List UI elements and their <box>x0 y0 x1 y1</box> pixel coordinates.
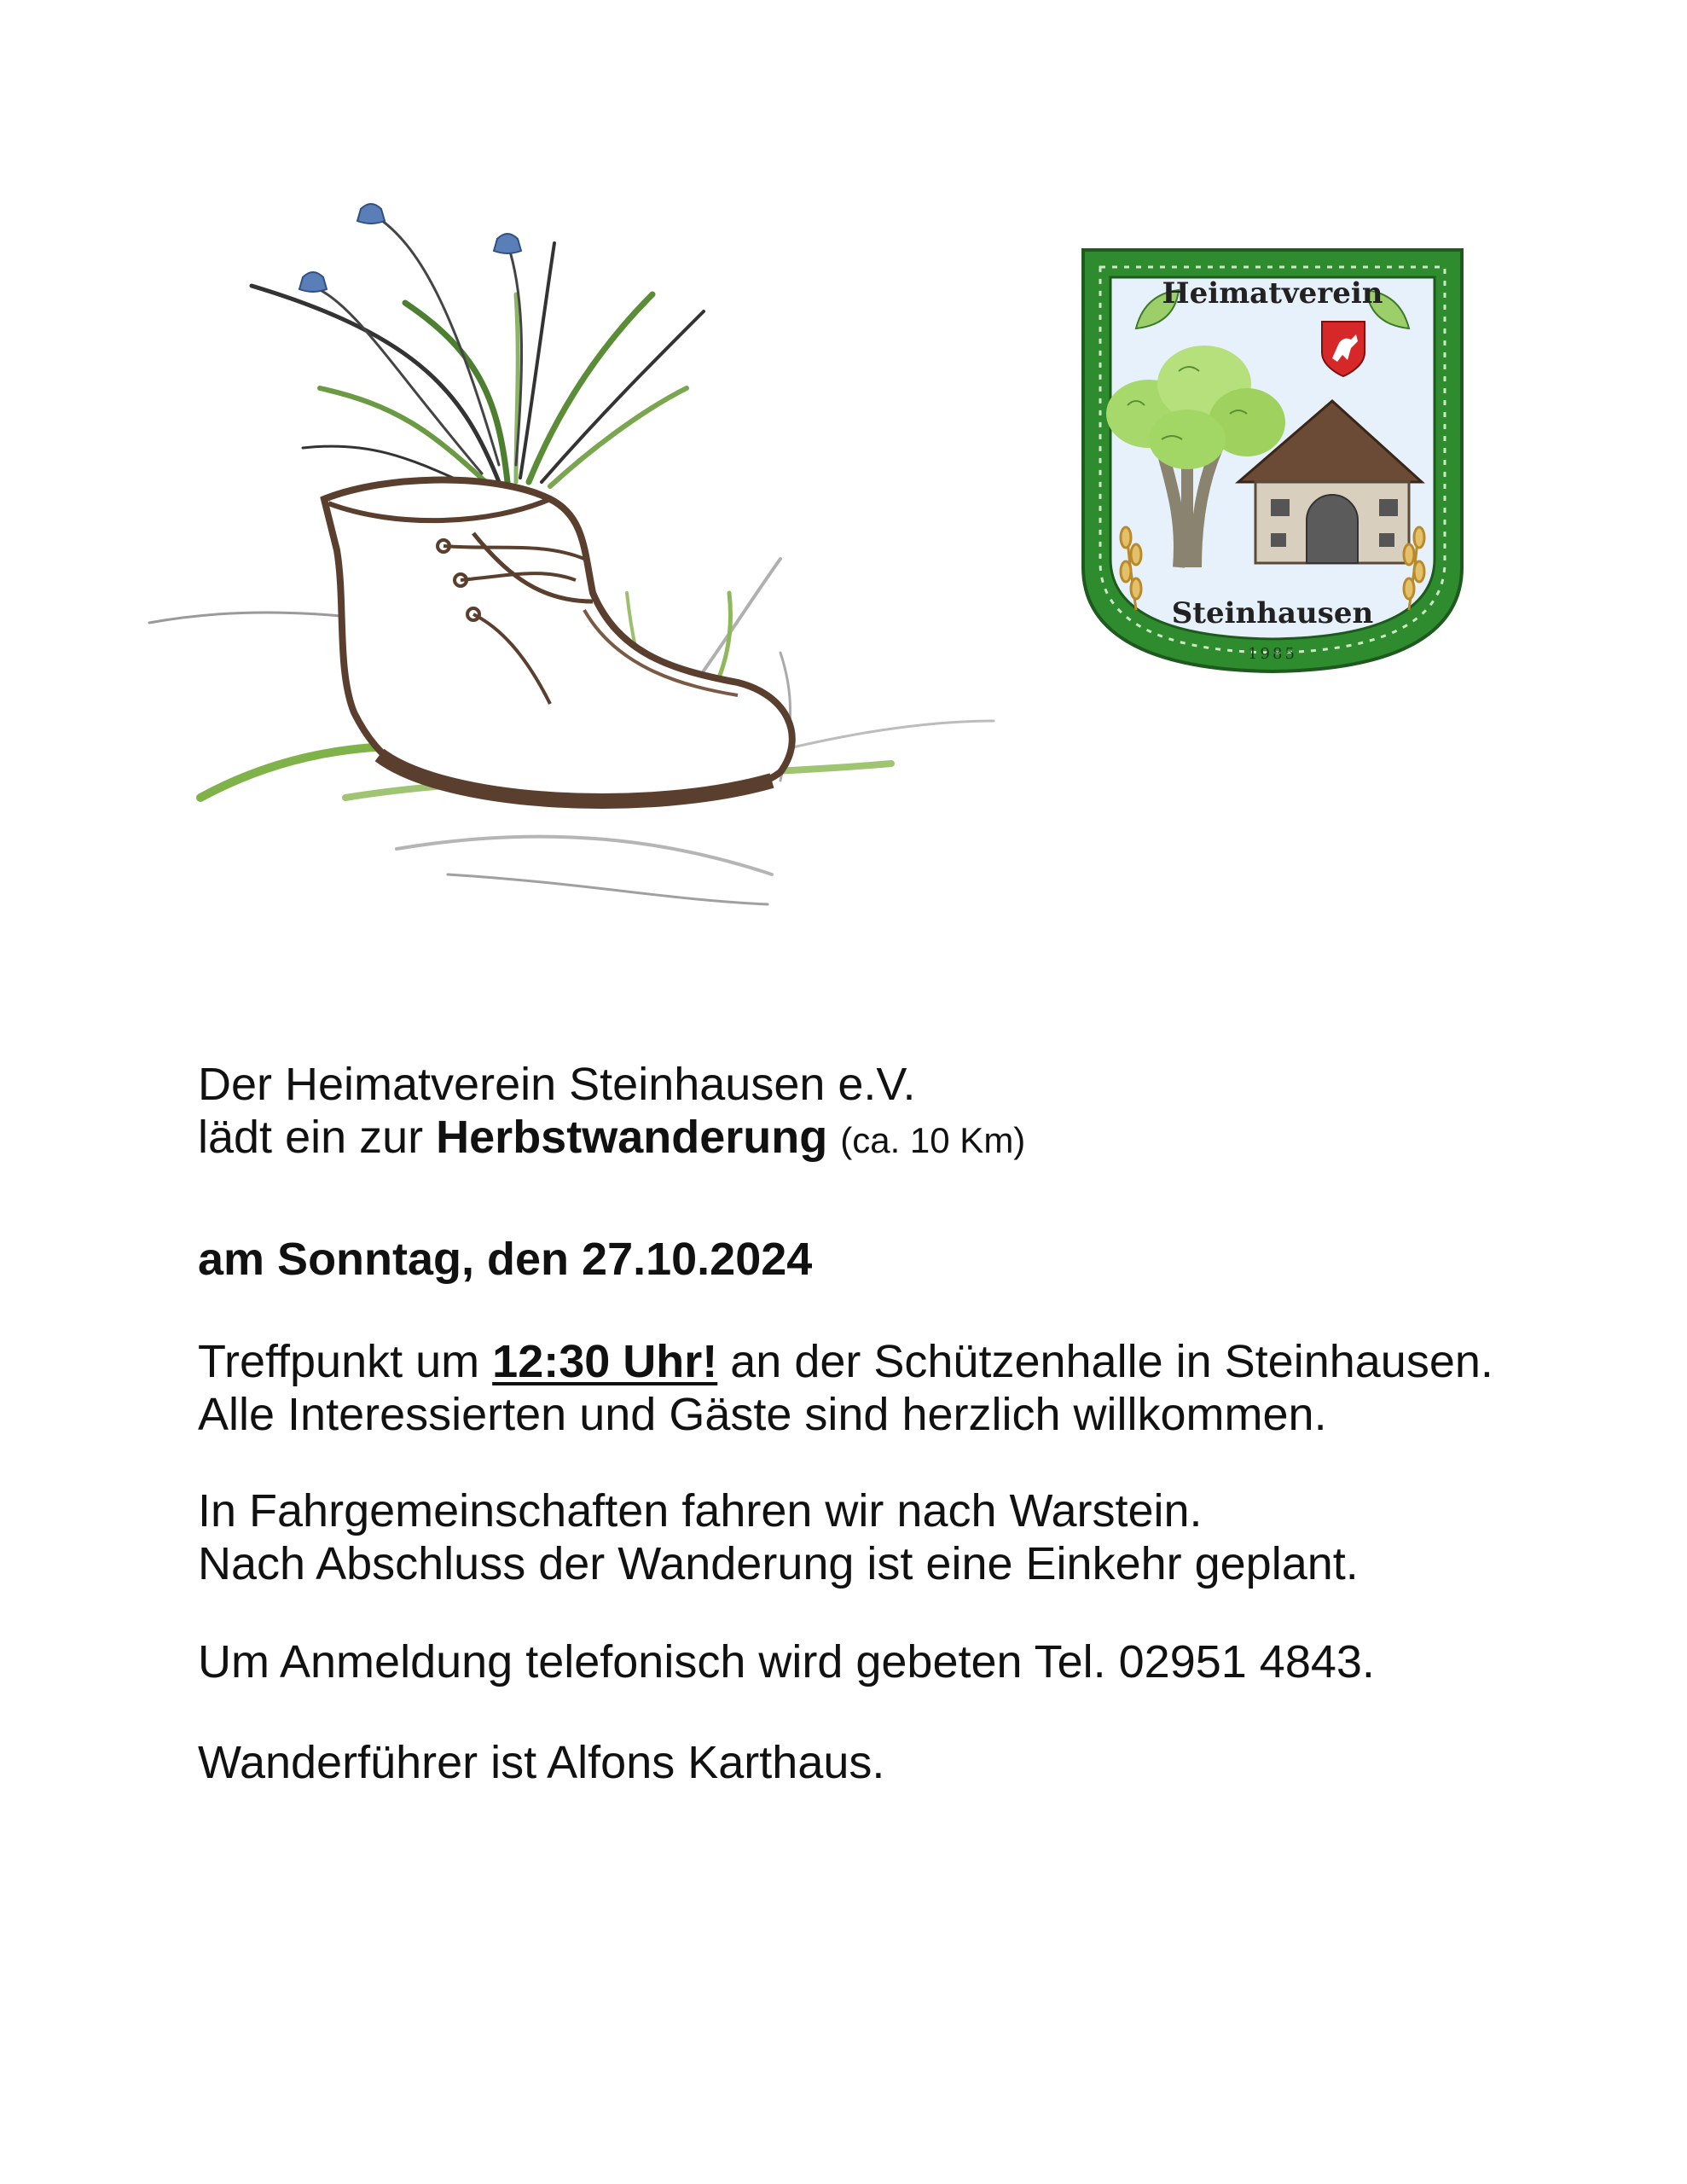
event-name: Herbstwanderung <box>436 1112 828 1163</box>
event-distance: (ca. 10 Km) <box>840 1120 1026 1160</box>
meeting-time: 12:30 Uhr! <box>492 1336 718 1387</box>
welcome-line: Alle Interessierten und Gäste sind herzlich willkommen. <box>198 1389 1327 1440</box>
heimatverein-crest-logo <box>1076 243 1469 678</box>
crest-place: Steinhausen <box>1171 596 1374 630</box>
crest-year: 1985 <box>1248 645 1297 663</box>
travel-line-2: Nach Abschluss der Wanderung ist eine Einkehr geplant. <box>198 1538 1359 1589</box>
boot-with-flowers-illustration <box>141 192 1032 926</box>
guide-line: Wanderführer ist Alfons Karthaus. <box>198 1737 885 1788</box>
intro-line-2 <box>198 1111 1562 1167</box>
intro-line-1: Der Heimatverein Steinhausen e.V. <box>198 1059 916 1110</box>
crest-title: Heimatverein <box>1162 276 1383 311</box>
registration-line: Um Anmeldung telefonisch wird gebeten Tel. 02951 4843. <box>198 1636 1375 1687</box>
intro-block <box>198 1058 1562 1167</box>
intro-prefix: lädt ein zur <box>198 1112 437 1163</box>
meeting-block <box>198 1335 1562 1441</box>
meeting-prefix: Treffpunkt um <box>198 1336 493 1387</box>
travel-block <box>198 1484 1562 1590</box>
meeting-suffix: an der Schützenhalle in Steinhausen. <box>717 1336 1493 1387</box>
travel-line-1: In Fahrgemeinschaften fahren wir nach Warstein. <box>198 1485 1203 1536</box>
event-date: am Sonntag, den 27.10.2024 <box>198 1234 813 1285</box>
meeting-line <box>198 1335 1562 1388</box>
